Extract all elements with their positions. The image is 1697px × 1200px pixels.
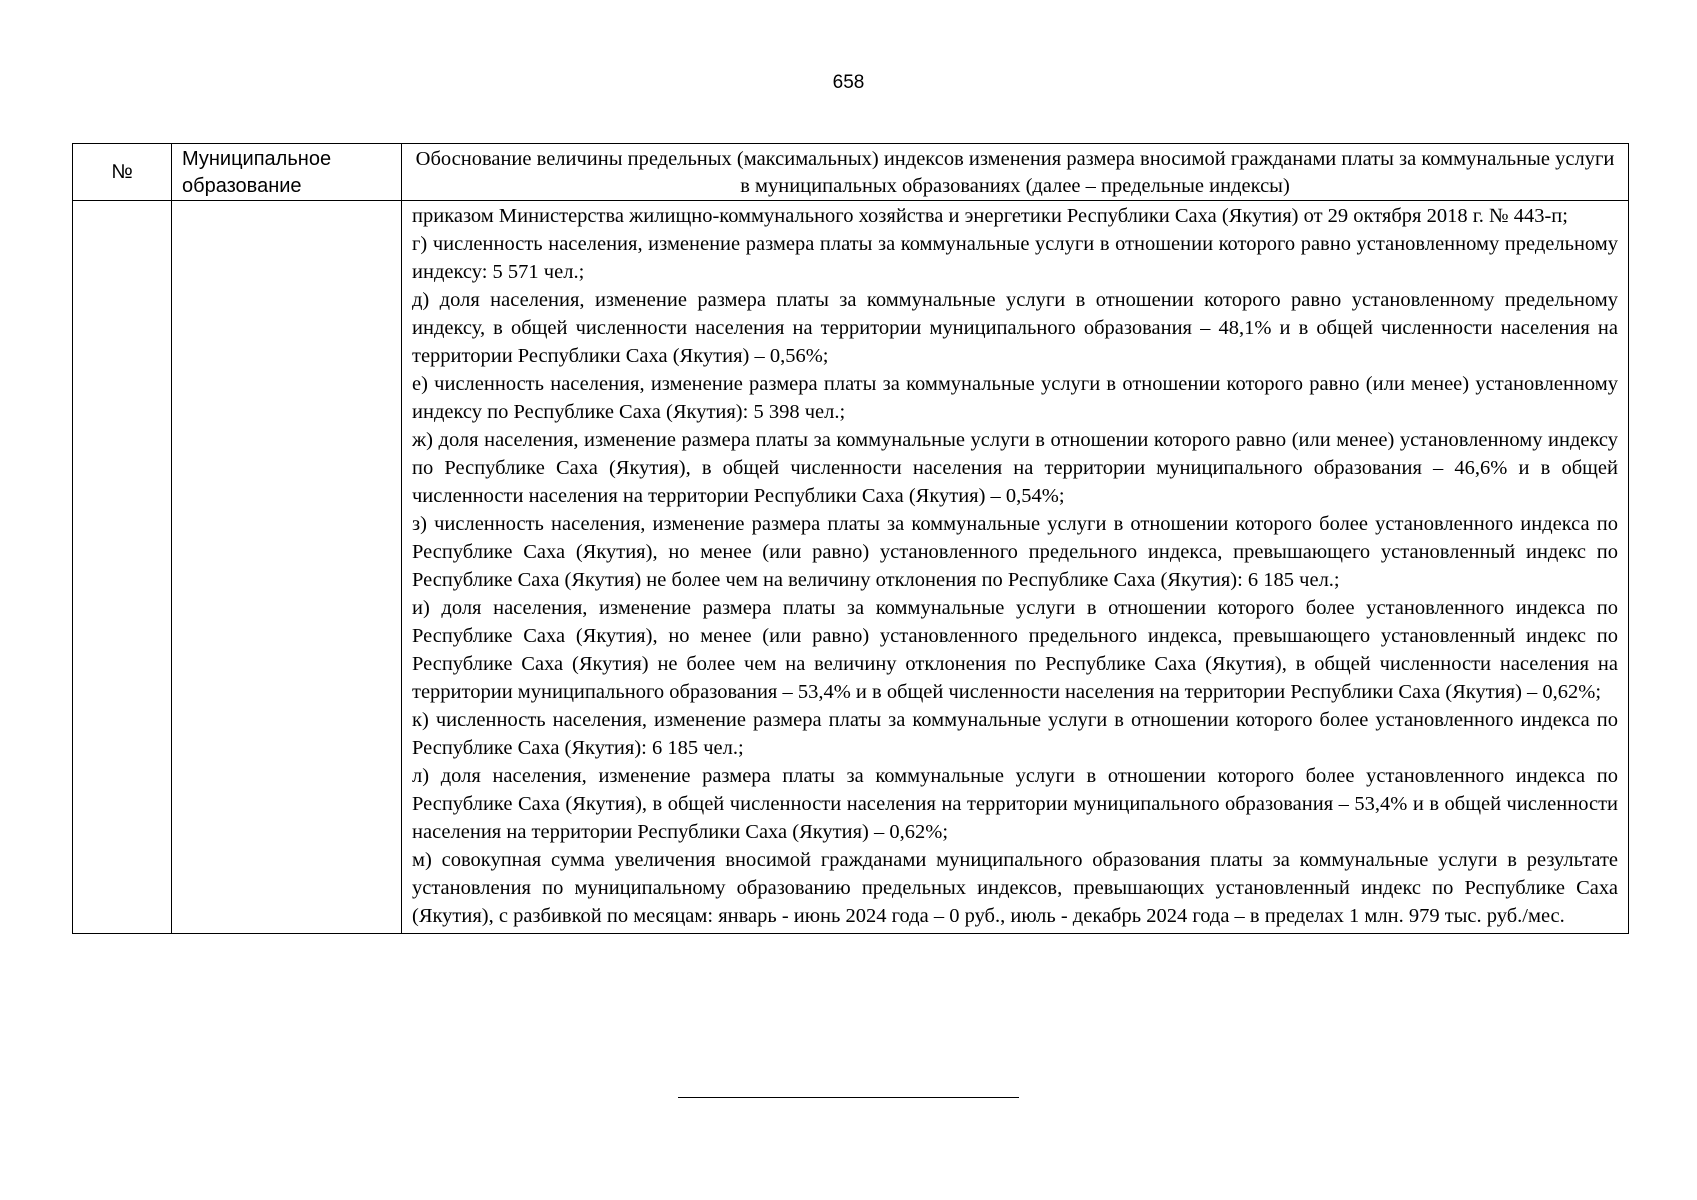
justification-table: [72, 143, 1629, 934]
paragraph: и) доля населения, изменение размера платы за коммунальные услуги в отношении которого более установленного индекса по Республике Саха (Якутия), но менее (или равно) установленного предельного индекса, превышающего установленный индекс по Республике Саха (Якутия) не более чем на величину отклонения по Республике Саха (Якутия), в общей численности населения на территории муниципального образования – 53,4% и в общей численности населения на территории Республики Саха (Якутия) – 0,62%;: [412, 597, 1618, 703]
table-header-row: [73, 144, 1629, 201]
header-municipality: Муниципальное образование: [172, 144, 402, 201]
paragraph: з) численность населения, изменение размера платы за коммунальные услуги в отношении которого более установленного индекса по Республике Саха (Якутия), но менее (или равно) установленного предельного индекса, превышающего установленный индекс по Республике Саха (Якутия) не более чем на величину отклонения по Республике Саха (Якутия): 6 185 чел.;: [412, 513, 1618, 591]
paragraph: г) численность населения, изменение размера платы за коммунальные услуги в отношении которого равно установленному предельному индексу: 5 571 чел.;: [412, 233, 1618, 283]
paragraph: д) доля населения, изменение размера платы за коммунальные услуги в отношении которого равно установленному предельному индексу, в общей численности населения на территории муниципального образования – 48,1% и в общей численности населения на территории Республики Саха (Якутия) – 0,56%;: [412, 289, 1618, 367]
header-number: №: [73, 144, 172, 201]
paragraph: л) доля населения, изменение размера платы за коммунальные услуги в отношении которого более установленного индекса по Республике Саха (Якутия), в общей численности населения на территории муниципального образования – 53,4% и в общей численности населения на территории Республики Саха (Якутия) – 0,62%;: [412, 765, 1618, 843]
cell-justification: [402, 201, 1629, 934]
paragraph: приказом Министерства жилищно-коммунального хозяйства и энергетики Республики Саха (Якутия) от 29 октября 2018 г. № 443-п;: [412, 205, 1568, 227]
paragraph: м) совокупная сумма увеличения вносимой гражданами муниципального образования платы за коммунальные услуги в результате установления по муниципальному образованию предельных индексов, превышающих установленный индекс по Республике Саха (Якутия), с разбивкой по месяцам: январь - июнь 2024 года – 0 руб., июль - декабрь 2024 года – в пределах 1 млн. 979 тыс. руб./мес.: [412, 849, 1618, 927]
header-justification: Обоснование величины предельных (максимальных) индексов изменения размера вносимой гражданами платы за коммунальные услуги в муниципальных образованиях (далее – предельные индексы): [402, 144, 1629, 201]
cell-municipality: [172, 201, 402, 934]
paragraph: е) численность населения, изменение размера платы за коммунальные услуги в отношении которого равно (или менее) установленному индексу по Республике Саха (Якутия): 5 398 чел.;: [412, 373, 1618, 423]
paragraph: к) численность населения, изменение размера платы за коммунальные услуги в отношении которого более установленного индекса по Республике Саха (Якутия): 6 185 чел.;: [412, 709, 1618, 759]
cell-number: [73, 201, 172, 934]
page-number: 658: [832, 72, 865, 93]
end-rule: [678, 1097, 1019, 1098]
table-row: [73, 201, 1629, 934]
paragraph: ж) доля населения, изменение размера платы за коммунальные услуги в отношении которого равно (или менее) установленному индексу по Республике Саха (Якутия), в общей численности населения на территории муниципального образования – 46,6% и в общей численности населения на территории Республики Саха (Якутия) – 0,54%;: [412, 429, 1618, 507]
